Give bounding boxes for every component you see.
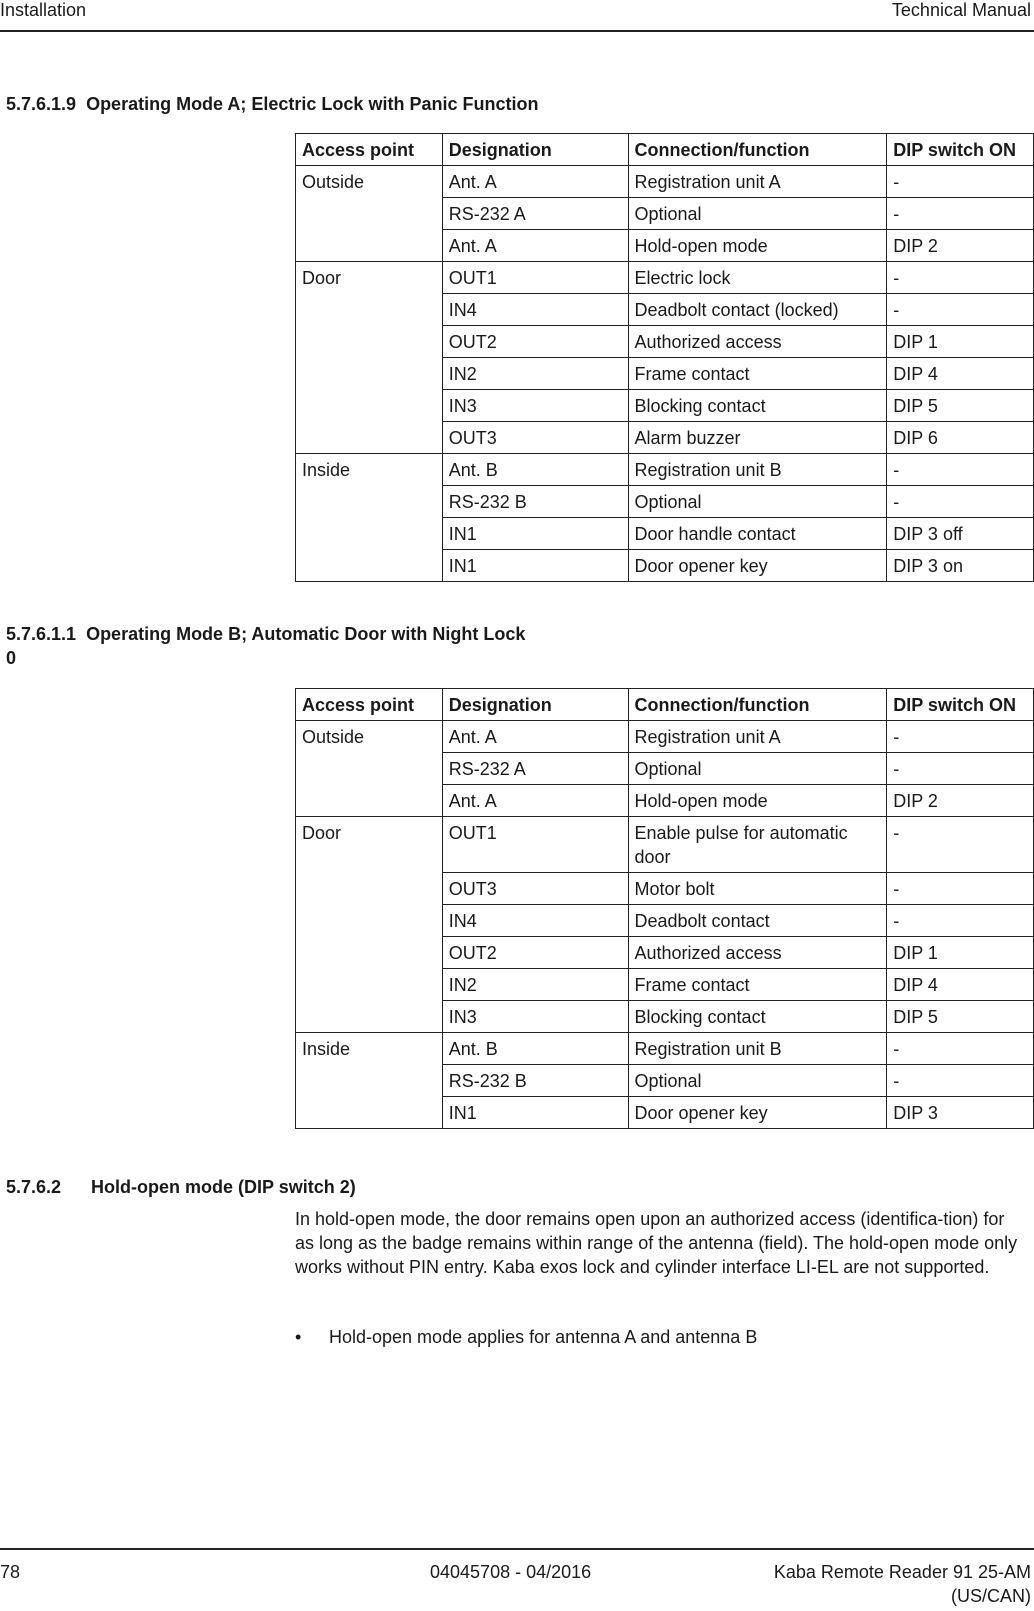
function-cell: Optional	[628, 753, 887, 785]
function-cell: Hold-open mode	[628, 230, 887, 262]
function-cell: Deadbolt contact (locked)	[628, 294, 887, 326]
designation-cell: Ant. B	[442, 1033, 628, 1065]
product-name: Kaba Remote Reader 91 25-AM (US/CAN)	[773, 1562, 1031, 1606]
designation-cell: Ant. B	[442, 454, 628, 486]
designation-cell: OUT2	[442, 937, 628, 969]
designation-cell: IN1	[442, 518, 628, 550]
access-point-cell: Inside	[296, 454, 443, 582]
dip-switch-cell: -	[887, 454, 1034, 486]
function-cell: Blocking contact	[628, 1001, 887, 1033]
table-operating-mode-a	[295, 133, 1034, 582]
dip-switch-cell: -	[887, 262, 1034, 294]
designation-cell: Ant. A	[442, 785, 628, 817]
designation-cell: IN4	[442, 294, 628, 326]
dip-switch-cell: -	[887, 1065, 1034, 1097]
section-b-heading	[6, 622, 525, 670]
col-header-function: Connection/function	[628, 689, 887, 721]
function-cell: Registration unit A	[628, 721, 887, 753]
function-cell: Authorized access	[628, 937, 887, 969]
dip-switch-cell: DIP 4	[887, 969, 1034, 1001]
designation-cell: RS-232 A	[442, 753, 628, 785]
dip-switch-cell: DIP 4	[887, 358, 1034, 390]
designation-cell: RS-232 B	[442, 1065, 628, 1097]
section-c-title: Hold-open mode (DIP switch 2)	[91, 1177, 356, 1197]
page-header	[0, 0, 1034, 32]
designation-cell: IN4	[442, 905, 628, 937]
section-b-title: Operating Mode B; Automatic Door with Night Lock	[86, 624, 526, 644]
access-point-cell: Door	[296, 262, 443, 454]
designation-cell: OUT1	[442, 262, 628, 294]
function-cell: Electric lock	[628, 262, 887, 294]
function-cell: Door handle contact	[628, 518, 887, 550]
designation-cell: RS-232 B	[442, 486, 628, 518]
col-header-function: Connection/function	[628, 134, 887, 166]
table-row	[296, 166, 1034, 198]
designation-cell: OUT3	[442, 422, 628, 454]
dip-switch-cell: -	[887, 294, 1034, 326]
section-c-heading	[6, 1175, 356, 1199]
dip-switch-cell: -	[887, 873, 1034, 905]
header-chapter: Installation	[0, 0, 87, 20]
designation-cell: IN2	[442, 358, 628, 390]
dip-switch-cell: DIP 3 off	[887, 518, 1034, 550]
designation-cell: RS-232 A	[442, 198, 628, 230]
function-cell: Registration unit A	[628, 166, 887, 198]
dip-switch-cell: DIP 3 on	[887, 550, 1034, 582]
function-cell: Authorized access	[628, 326, 887, 358]
designation-cell: Ant. A	[442, 166, 628, 198]
table-operating-mode-b	[295, 688, 1034, 1129]
function-cell: Frame contact	[628, 358, 887, 390]
col-header-access-point: Access point	[296, 689, 443, 721]
table-header-row	[296, 689, 1034, 721]
section-b-number-wrap: 0	[6, 648, 17, 668]
section-a-title: Operating Mode A; Electric Lock with Panic Function	[86, 94, 539, 114]
col-header-designation: Designation	[442, 689, 628, 721]
dip-switch-cell: -	[887, 166, 1034, 198]
access-point-cell: Inside	[296, 1033, 443, 1129]
dip-switch-cell: DIP 1	[887, 326, 1034, 358]
designation-cell: Ant. A	[442, 230, 628, 262]
table-row	[296, 262, 1034, 294]
dip-switch-cell: -	[887, 486, 1034, 518]
dip-switch-cell: DIP 5	[887, 1001, 1034, 1033]
dip-switch-cell: -	[887, 817, 1034, 873]
access-point-cell: Door	[296, 817, 443, 1033]
function-cell: Motor bolt	[628, 873, 887, 905]
bullet-marker: •	[295, 1327, 302, 1347]
dip-switch-cell: -	[887, 905, 1034, 937]
designation-cell: OUT2	[442, 326, 628, 358]
designation-cell: IN1	[442, 1097, 628, 1129]
table-row	[296, 817, 1034, 873]
table-row	[296, 721, 1034, 753]
function-cell: Optional	[628, 486, 887, 518]
dip-switch-cell: DIP 6	[887, 422, 1034, 454]
designation-cell: IN3	[442, 390, 628, 422]
function-cell: Deadbolt contact	[628, 905, 887, 937]
access-point-cell: Outside	[296, 721, 443, 817]
bullet-text: Hold-open mode applies for antenna A and antenna B	[329, 1327, 758, 1347]
dip-switch-cell: DIP 5	[887, 390, 1034, 422]
section-c-number: 5.7.6.2	[6, 1177, 62, 1197]
function-cell: Blocking contact	[628, 390, 887, 422]
designation-cell: IN3	[442, 1001, 628, 1033]
dip-switch-cell: -	[887, 721, 1034, 753]
function-cell: Optional	[628, 198, 887, 230]
table-header-row	[296, 134, 1034, 166]
section-a-heading	[6, 92, 538, 116]
designation-cell: OUT1	[442, 817, 628, 873]
col-header-dip-switch: DIP switch ON	[887, 134, 1034, 166]
dip-switch-cell: -	[887, 753, 1034, 785]
bullet-list-item	[295, 1325, 1025, 1349]
function-cell: Registration unit B	[628, 454, 887, 486]
dip-switch-cell: -	[887, 1033, 1034, 1065]
function-cell: Enable pulse for automatic door	[628, 817, 887, 873]
col-header-dip-switch: DIP switch ON	[887, 689, 1034, 721]
header-manual-title: Technical Manual	[891, 0, 1031, 20]
dip-switch-cell: -	[887, 198, 1034, 230]
function-cell: Door opener key	[628, 1097, 887, 1129]
function-cell: Optional	[628, 1065, 887, 1097]
table-row	[296, 454, 1034, 486]
access-point-cell: Outside	[296, 166, 443, 262]
designation-cell: IN2	[442, 969, 628, 1001]
dip-switch-cell: DIP 3	[887, 1097, 1034, 1129]
function-cell: Frame contact	[628, 969, 887, 1001]
section-b-number: 5.7.6.1.1	[6, 624, 77, 644]
function-cell: Registration unit B	[628, 1033, 887, 1065]
page-number: 78	[0, 1562, 21, 1582]
dip-switch-cell: DIP 2	[887, 785, 1034, 817]
designation-cell: Ant. A	[442, 721, 628, 753]
hold-open-paragraph: In hold-open mode, the door remains open upon an authorized access (identifica-tion) for as long as the badge remains within range of the antenna (field). The hold-open mode only works without PIN entry. Kaba exos lock and cylinder interface LI-EL are not supported.	[295, 1209, 1018, 1277]
function-cell: Door opener key	[628, 550, 887, 582]
function-cell: Alarm buzzer	[628, 422, 887, 454]
section-a-number: 5.7.6.1.9	[6, 94, 77, 114]
table-row	[296, 1033, 1034, 1065]
function-cell: Hold-open mode	[628, 785, 887, 817]
page-footer	[0, 1548, 1034, 1611]
dip-switch-cell: DIP 1	[887, 937, 1034, 969]
document-number: 04045708 - 04/2016	[430, 1562, 592, 1582]
designation-cell: OUT3	[442, 873, 628, 905]
dip-switch-cell: DIP 2	[887, 230, 1034, 262]
col-header-access-point: Access point	[296, 134, 443, 166]
designation-cell: IN1	[442, 550, 628, 582]
col-header-designation: Designation	[442, 134, 628, 166]
